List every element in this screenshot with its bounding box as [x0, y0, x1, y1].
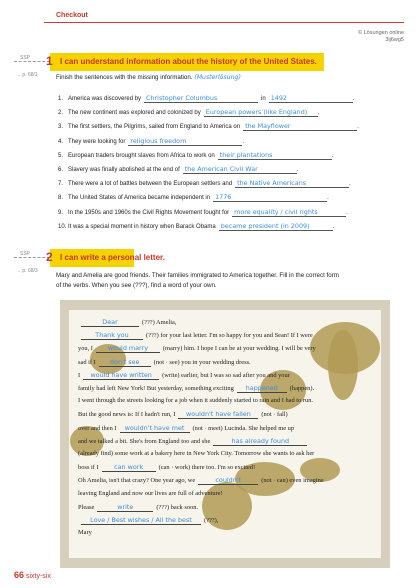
letter-text: leaving England and now our lives are full of adventure! [78, 489, 223, 497]
sentence-item [58, 165, 298, 174]
letter-line [78, 371, 290, 380]
letter-blank[interactable]: Love / Best wishes / All the best [81, 516, 201, 525]
sentence-period: . [349, 181, 351, 188]
letter-text: (happen). [289, 385, 315, 392]
letter-text: (write) earlier, but I was so sad after you and your [162, 371, 290, 379]
section-number: 1 [46, 54, 53, 68]
section-2-header [14, 249, 324, 267]
page-number: 66 [14, 570, 25, 580]
letter-text: Please [78, 503, 95, 511]
letter-blank[interactable]: Thank you [81, 331, 143, 340]
header-rule [44, 22, 404, 23]
letter-line [78, 384, 314, 393]
letter-blank[interactable]: wouldn't have fallen [178, 410, 258, 419]
letter-text: over and then I [78, 424, 117, 432]
letter-text: Mary [78, 529, 92, 537]
page-reference: → p. 68/3 [16, 268, 38, 274]
letter-text: (not · can) even imagine [261, 477, 324, 485]
sentence-text: In the 1950s and 1960s the Civil Rights Movement fought for [68, 209, 230, 216]
page-footer [14, 570, 51, 580]
sentence-period: . [242, 138, 245, 145]
letter-text: boss if I [78, 464, 99, 472]
letter-line [78, 344, 316, 353]
letter-blank[interactable]: would marry [96, 344, 160, 353]
online-solutions[interactable] [358, 30, 404, 44]
letter-blank[interactable]: would have written [83, 371, 159, 380]
answer-field[interactable]: 1492 [269, 94, 353, 103]
sentence-period: . [331, 152, 334, 159]
letter-line [78, 437, 310, 446]
item-number: 3. [58, 124, 64, 131]
page-reference: → p. 68/1 [16, 72, 38, 78]
sentence-item [58, 208, 348, 217]
sentence-text: Slavery was finally abolished at the end of [68, 167, 180, 173]
sentence-text: The United States of America became independent in [68, 195, 211, 202]
item-number: 10. [58, 223, 67, 230]
section-number: 2 [46, 250, 53, 264]
sentence-text: There were a lot of battles between the European settlers and [68, 181, 233, 188]
sentence-period: . [296, 167, 299, 173]
answer-field[interactable]: religious freedom [128, 137, 242, 146]
letter-text: Oh Amelia, isn't that crazy? One year ago, we [78, 477, 196, 485]
letter-blank[interactable]: wouldn't have met [120, 424, 190, 433]
letter-text: I went through the streets looking for a job when it suddenly started to rain and I had to run. [78, 397, 313, 405]
sentence-item [58, 137, 244, 146]
instruction-text: Finish the sentences with the missing information. [56, 74, 193, 81]
answer-field[interactable]: their plantations [218, 151, 332, 160]
letter-text: (???) Amelia, [142, 319, 177, 326]
sentence-period: . [346, 209, 348, 216]
letter-line [78, 516, 218, 525]
letter-text: (already find) some work at a bakery here in New York City. Tomorrow she wants to ask her [78, 450, 315, 457]
answer-field[interactable]: 1776 [213, 193, 327, 202]
letter-line [78, 450, 314, 457]
letter-line [78, 503, 198, 512]
letter-line [78, 476, 324, 485]
letter-text: (not · meet) Lucinda. She helped me up [192, 424, 295, 432]
sentence-item [58, 179, 351, 188]
ssp-tag: SSP [20, 55, 31, 61]
item-number: 6. [58, 167, 64, 173]
model-answer-label: (Musterlösung) [194, 74, 241, 81]
letter-line [78, 410, 288, 419]
answer-field[interactable]: European powers (like England) [204, 108, 318, 117]
sentence-text: The first settlers, the Pilgrims, sailed from England to America on [68, 124, 241, 131]
letter-text: family had left New York! But yesterday, something exciting [78, 385, 234, 392]
checkout-label: Checkout [56, 12, 88, 19]
letter-line [78, 463, 255, 472]
divider [14, 257, 50, 258]
letter-frame [60, 300, 390, 568]
letter-text: I [78, 371, 81, 379]
instruction [56, 74, 241, 81]
sentence-item [58, 151, 333, 160]
letter-line [78, 490, 223, 497]
letter-text: (???) back soon. [156, 503, 199, 511]
letter-text: sad if I [78, 358, 96, 366]
sentence-text: European traders brought slaves from Africa to work on [68, 152, 215, 159]
letter-text: and we talked a bit. She's from England too and she [78, 437, 211, 445]
sentence-period: . [357, 124, 359, 131]
sentence-period: . [352, 96, 355, 102]
letter-text: But the good news is: If I hadn't run, I [78, 411, 176, 419]
letter-line [78, 331, 313, 340]
letter-text: you, I [78, 345, 93, 353]
sentence-period: . [332, 223, 335, 230]
answer-field[interactable]: the Mayflower [243, 122, 357, 131]
online-label: © Lösungen online [358, 30, 404, 36]
sentence-text: It was a special moment in history when Barack Obama [68, 223, 216, 230]
letter-text: (not · see) you in your wedding dress. [153, 358, 251, 366]
letter-blank[interactable]: write [97, 503, 153, 512]
sentence-period: . [317, 110, 320, 117]
answer-field[interactable]: Christopher Columbus [144, 94, 258, 103]
letter-line [78, 397, 313, 404]
item-number: 2. [58, 110, 64, 117]
sentence-text: The new continent was explored and colonized by [68, 110, 201, 117]
letter-blank[interactable]: don't see [99, 358, 151, 367]
letter-text: (marry) him. I hope I can be at your wedding. I will be very [162, 345, 316, 353]
letter-text: (???) for your last letter. I'm so happy for you and Sean! If I were [146, 332, 313, 340]
letter-line [78, 358, 251, 367]
item-number: 5. [58, 152, 64, 159]
answer-field[interactable]: more equality / civil rights [232, 208, 346, 217]
ssp-tag: SSP [20, 251, 31, 257]
letter-line [78, 424, 294, 433]
sentence-item [58, 222, 334, 231]
sentence-text: They were looking for [68, 138, 126, 145]
sentence-text: in [261, 96, 266, 102]
letter-text: (not · fall) [261, 411, 288, 419]
item-number: 7. [58, 181, 64, 188]
answer-field[interactable]: became president (in 2009) [219, 222, 333, 231]
answer-field[interactable]: the Native Americans [235, 179, 349, 188]
instruction-line-2: of the verbs. When you see (???), find a word of your own. [56, 282, 217, 289]
online-code: 3ij6wg5 [385, 37, 404, 43]
letter-text: (???), [204, 517, 219, 524]
sentence-item [58, 193, 329, 202]
letter-blank[interactable]: has already found [213, 437, 307, 446]
letter-blank[interactable]: can work [102, 463, 156, 472]
sentence-item [58, 122, 359, 131]
item-number: 8. [58, 195, 64, 202]
letter-line [78, 318, 176, 327]
letter-line [78, 529, 92, 536]
item-number: 4. [58, 138, 64, 145]
sentence-item [58, 94, 354, 103]
sentence-text: America was discovered by [68, 96, 142, 102]
section-1-header [14, 53, 324, 71]
answer-field[interactable]: the American Civil War [183, 165, 297, 174]
section-title: I can write a personal letter. [60, 253, 165, 262]
stain [328, 330, 358, 400]
letter-text: (can · work) there too. I'm so excited! [158, 464, 256, 472]
section-title: I can understand information about the history of the United States. [60, 57, 317, 66]
sentence-item [58, 108, 319, 117]
divider [14, 61, 50, 62]
letter-blank[interactable]: couldn't [198, 476, 258, 485]
item-number: 9. [58, 209, 64, 216]
page-number-words: sixty-six [25, 573, 51, 580]
instruction-line-1: Mary and Amelia are good friends. Their families immigrated to America together. Fill in the correct form [56, 272, 339, 279]
sentence-period: . [327, 195, 329, 202]
letter-blank[interactable]: happened [237, 384, 287, 393]
item-number: 1. [58, 96, 64, 102]
letter-blank[interactable]: Dear [81, 318, 139, 327]
